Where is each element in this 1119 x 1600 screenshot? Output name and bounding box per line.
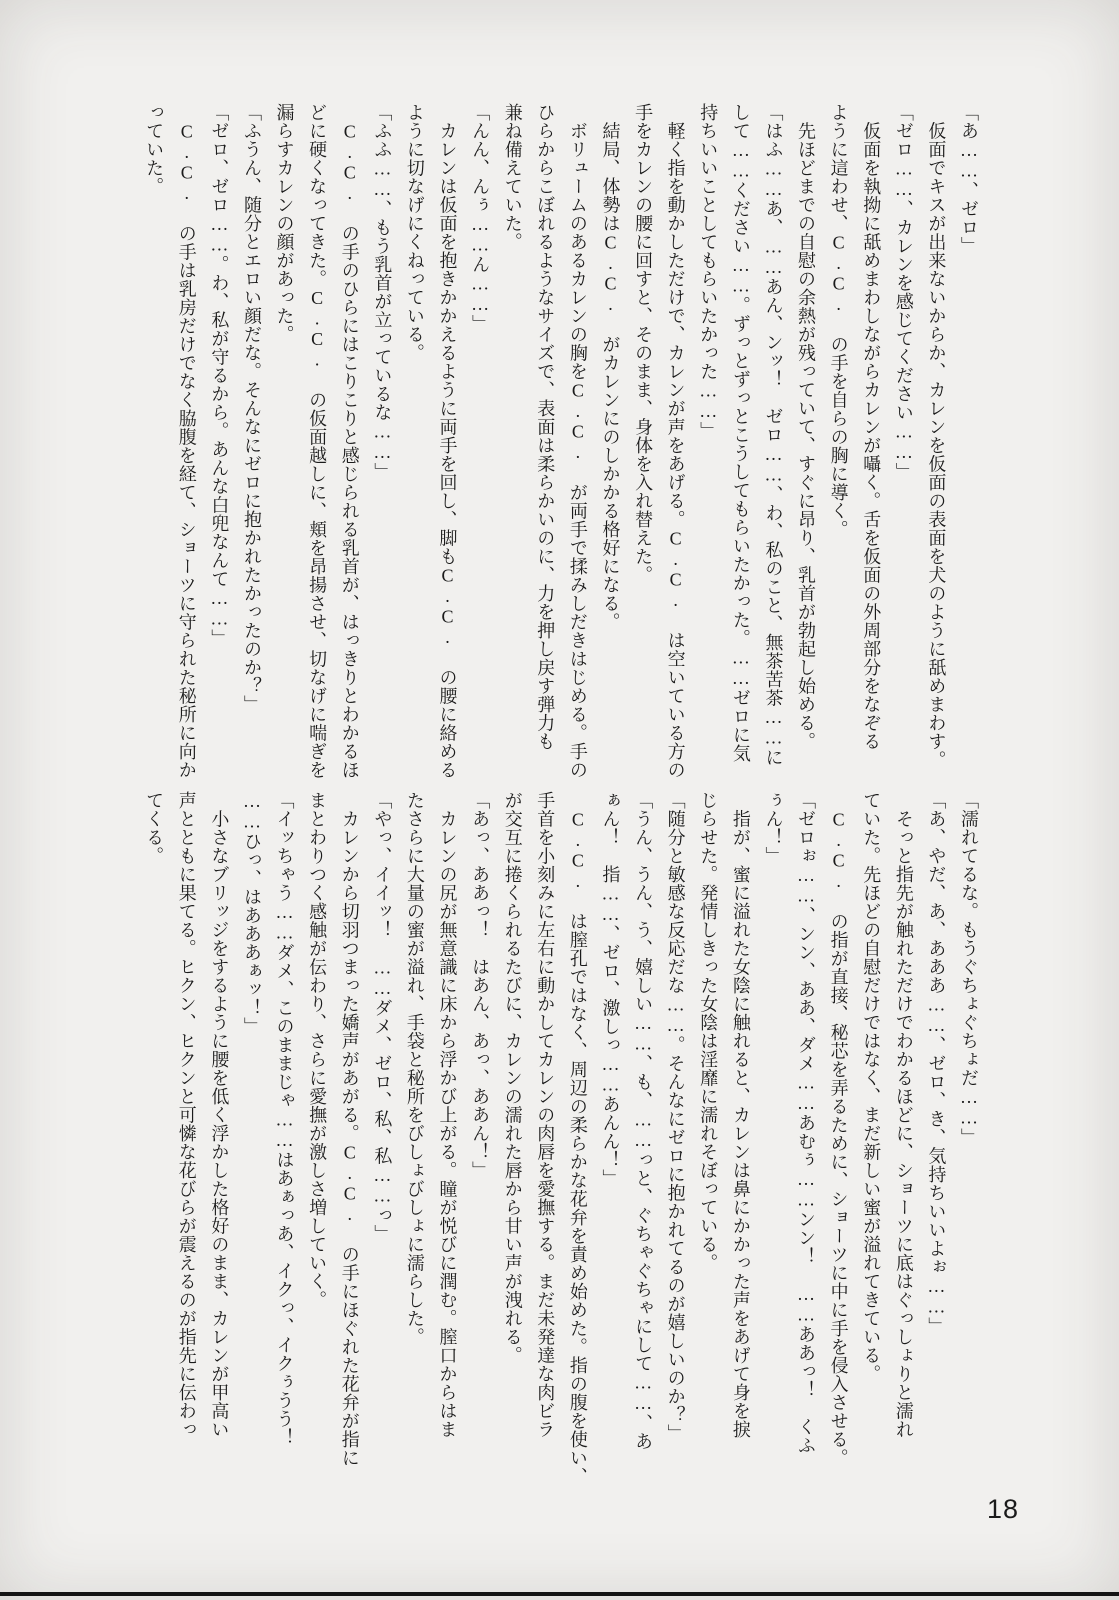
text-column: 仮面でキスが出来ないからか、カレンを仮面の表面を犬のように舐めまわす。	[926, 103, 947, 769]
text-column: して……ください……。ずっとずっとこうしてもらいたかった。……ゼロに気	[730, 103, 751, 763]
text-column: 「やっ、イイッ！ ……ダメ、ゼロ、私、私……っ」	[372, 791, 393, 1243]
text-column: カレンは仮面を抱きかかえるように両手を回し、脚もC.C. の腰に絡める	[437, 103, 458, 779]
text-column: 「んん、んぅ……ん……」	[470, 103, 491, 333]
text-column: 「あ、やだ、あ、あああ……、ゼロ、き、気持ちいいよぉ……」	[926, 791, 947, 1336]
text-column: そっと指先が触れただけでわかるほどに、ショーツに底はぐっしょりと濡れ	[893, 791, 914, 1439]
text-column: 指が、蜜に溢れた女陰に触れると、カレンは鼻にかかった声をあげて身を捩	[730, 791, 751, 1439]
text-column: 声とともに果てる。ヒクン、ヒクンと可憐な花びらが震えるのが指先に伝わっ	[176, 791, 197, 1439]
text-column: 「濡れてるな。もうぐちょぐちょだ……」	[959, 791, 979, 1147]
top-text-block	[138, 103, 985, 779]
text-column: 手首を小刻みに左右に動かしてカレンの肉唇を愛撫する。まだ未発達な肉ビラ	[535, 791, 556, 1439]
text-column: まとわりつく感触が伝わり、さらに愛撫が激しさ増していく。	[307, 791, 328, 1309]
text-column: 小さなブリッジをするように腰を低く浮かした格好のまま、カレンが甲高い	[209, 791, 230, 1439]
text-column: 持ちいいことしてもらいたかった……」	[698, 103, 719, 440]
text-column: が交互に捲くられるたびに、カレンの濡れた唇から甘い声が洩れる。	[502, 791, 523, 1365]
text-column: 「あっ、ああっ！ はあん、あっ、ああん！」	[470, 791, 491, 1180]
bottom-text-block	[138, 791, 985, 1486]
text-column: 兼ね備えていた。	[502, 103, 523, 251]
text-column: ように這わせ、C.C. の手を自らの胸に導く。	[828, 103, 849, 539]
text-column: 「ゼロ……、カレンを感じてください……」	[893, 103, 914, 481]
text-column: 「ふふ……、もう乳首が立っているな……」	[372, 103, 393, 481]
text-column: ……ひっ、はあああぁッ！」	[241, 791, 262, 1036]
text-column: 結局、体勢はC.C. がカレンにのしかかる格好になる。	[600, 103, 621, 631]
text-column: 軽く指を動かしただけで、カレンが声をあげる。C.C. は空いている方の	[665, 103, 686, 779]
text-column: っていた。	[144, 103, 165, 196]
text-column: 漏らすカレンの顔があった。	[274, 103, 295, 344]
text-column: ぁん！ 指……、ゼロ、激しっ……あんん！」	[600, 791, 621, 1188]
text-column: じらせた。発情しきった女陰は淫靡に濡れそぼっている。	[698, 791, 719, 1272]
text-column: 「ゼロ、ゼロ……。わ、私が守るから。あんな白兜なんて……」	[209, 103, 230, 648]
text-column: C.C. は膣孔ではなく、周辺の柔らかな花弁を責め始めた。指の腹を使い、	[567, 791, 588, 1486]
text-column: 「あ……、ゼロ」	[959, 103, 979, 255]
text-column: 「うん、うん、う、嬉しい……、も、……っと、ぐちゃぐちゃにして……、あ	[633, 791, 654, 1451]
text-column: C.C. の指が直接、秘芯を弄るために、ショーツに中に手を侵入させる。	[828, 791, 849, 1467]
text-column: 先ほどまでの自慰の余熱が残っていて、すぐに昂り、乳首が勃起し始める。	[796, 103, 817, 751]
text-column: 仮面を執拗に舐めまわしながらカレンが囁く。舌を仮面の外周部分をなぞる	[861, 103, 882, 751]
text-column: たさらに大量の蜜が溢れ、手袋と秘所をびしょびしょに濡らした。	[404, 791, 425, 1346]
text-column: ぅん！」	[763, 791, 784, 865]
text-column: ボリュームのあるカレンの胸をC.C. が両手で揉みしだきはじめる。手の	[567, 103, 588, 779]
text-column: カレンの尻が無意識に床から浮かび上がる。瞳が悦びに潤む。膣口からはま	[437, 791, 458, 1439]
scan-edge-artifact	[0, 1592, 1119, 1596]
text-column: てくる。	[144, 791, 165, 865]
text-column: ていた。先ほどの自慰だけではなく、まだ新しい蜜が溢れてきている。	[861, 791, 882, 1383]
text-column: 「ふうん、随分とエロい顔だな。そんなにゼロに抱かれたかったのか？」	[241, 103, 262, 714]
text-column: ように切なげにくねっている。	[404, 103, 425, 362]
page-number: 18	[987, 1494, 1020, 1524]
text-column: 手をカレンの腰に回すと、そのまま、身体を入れ替えた。	[633, 103, 654, 584]
text-column: 「はふ……あ、……あん、ンッ！ ゼロ……、わ、私のこと、無茶苦茶……に	[763, 103, 784, 767]
text-column: 「随分と敏感な反応だな……。そんなにゼロに抱かれてるのが嬉しいのか？」	[665, 791, 686, 1443]
text-column: C.C. の手のひらにはこりこりと感じられる乳首が、はっきりとわかるほ	[339, 103, 360, 779]
text-column: どに硬くなってきた。C.C. の仮面越しに、頬を昂揚させ、切なげに喘ぎを	[307, 103, 328, 779]
text-column: カレンから切羽つまった嬌声があがる。C.C. の手にほぐれた花弁が指に	[339, 791, 360, 1467]
text-column: 「イッちゃう……ダメ、このままじゃ……はあぁっあ、イクっ、イクぅうう！	[274, 791, 295, 1447]
text-column: ひらからこぼれるようなサイズで、表面は柔らかいのに、力を押し戻す弾力も	[535, 103, 556, 751]
text-column: 「ゼロぉ……、ンン、ああ、ダメ……あむぅ……ンン！ ……ああっ！ くふ	[796, 791, 817, 1455]
text-column: C.C. の手は乳房だけでなく脇腹を経て、ショーツに守られた秘所に向か	[176, 103, 197, 779]
